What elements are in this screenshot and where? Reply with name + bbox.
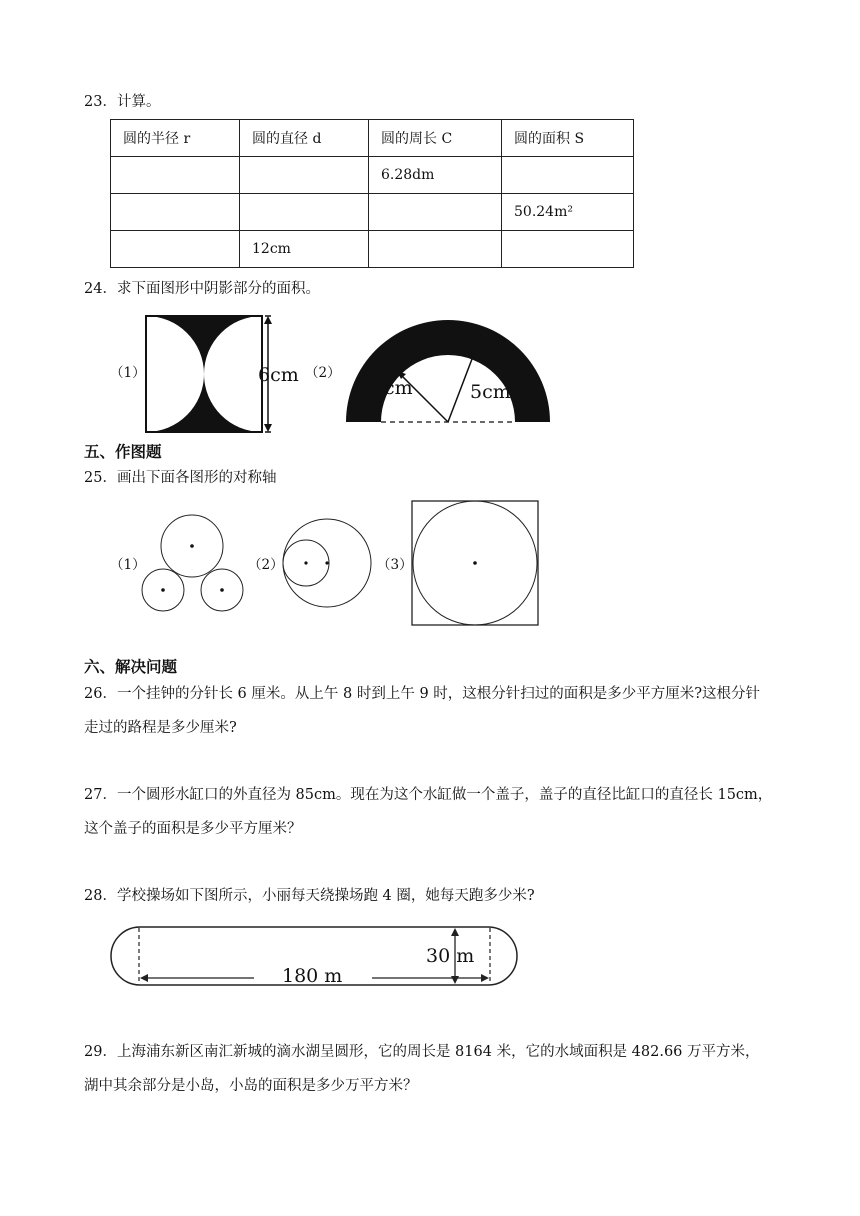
arrow-up-icon — [264, 316, 272, 324]
length-label: 180 m — [282, 965, 343, 987]
q29-text: 29．上海浦东新区南汇新城的滴水湖呈圆形，它的周长是 8164 米，它的水域面积是 482.66 万平方米，湖中其余部分是小岛，小岛的面积是多少万平方米？ — [84, 1044, 760, 1094]
section-title: 五、作图题 — [84, 443, 162, 461]
table-header-cell: 圆的周长 C — [369, 120, 502, 157]
table-cell — [502, 157, 634, 194]
table-cell: 12cm — [240, 231, 369, 268]
nested-circles-figure — [278, 516, 376, 612]
table-cell — [369, 194, 502, 231]
three-circles-figure — [138, 512, 248, 614]
q27-text: 27．一个圆形水缸口的外直径为 85cm。现在为这个水缸做一个盖子，盖子的直径比缸口的直径长 15cm，这个盖子的面积是多少平方厘米？ — [84, 787, 773, 837]
table-cell — [111, 231, 240, 268]
outer-radius-label: 5cm — [470, 381, 511, 403]
q23-title: 23．计算。 — [84, 94, 161, 110]
q28-text: 28．学校操场如下图所示，小丽每天绕操场跑 4 圈，她每天跑多少米? — [84, 888, 535, 904]
fig1-dimension-label: 6cm — [258, 364, 299, 386]
table-row — [111, 194, 634, 231]
q25-title: 25．画出下面各图形的对称轴 — [84, 470, 277, 486]
table-cell — [240, 157, 369, 194]
q24-title: 24．求下面图形中阴影部分的面积。 — [84, 281, 320, 297]
table-cell — [111, 157, 240, 194]
fig2-label: （2） — [305, 365, 341, 381]
table-cell — [111, 194, 240, 231]
table-cell — [240, 194, 369, 231]
sym-fig1-label: （1） — [110, 557, 146, 573]
sym-fig3-label: （3） — [377, 557, 413, 573]
fig1-label: （1） — [110, 365, 146, 381]
circle-in-square-figure — [411, 500, 541, 628]
shaded-ring — [346, 320, 550, 422]
table-cell — [369, 231, 502, 268]
arrow-down-icon — [264, 424, 272, 432]
q26-text: 26．一个挂钟的分针长 6 厘米。从上午 8 时到上午 9 时，这根分针扫过的面积是多少平方厘米?这根分针走过的路程是多少厘米? — [84, 686, 761, 736]
arrow-right-icon — [481, 974, 489, 982]
arrow-up-icon — [451, 928, 459, 936]
section-title: 六、解决问题 — [84, 658, 178, 676]
table-cell — [502, 231, 634, 268]
track-figure — [108, 924, 522, 990]
width-label: 30 m — [426, 945, 475, 967]
table-header-cell: 圆的面积 S — [502, 120, 634, 157]
table-row — [111, 157, 634, 194]
inner-radius-label: cm — [384, 377, 413, 399]
arrow-left-icon — [140, 974, 148, 982]
table-cell: 50.24m² — [502, 194, 634, 231]
table-header-cell: 圆的半径 r — [111, 120, 240, 157]
arrow-down-icon — [451, 976, 459, 984]
sym-fig2-label: （2） — [248, 557, 284, 573]
table-header-cell: 圆的直径 d — [240, 120, 369, 157]
table-header-row — [111, 120, 634, 157]
table-cell: 6.28dm — [369, 157, 502, 194]
calc-table — [110, 119, 634, 268]
table-row — [111, 231, 634, 268]
shaded-square-figure — [140, 310, 310, 436]
ring-semicircle-figure — [340, 312, 556, 426]
